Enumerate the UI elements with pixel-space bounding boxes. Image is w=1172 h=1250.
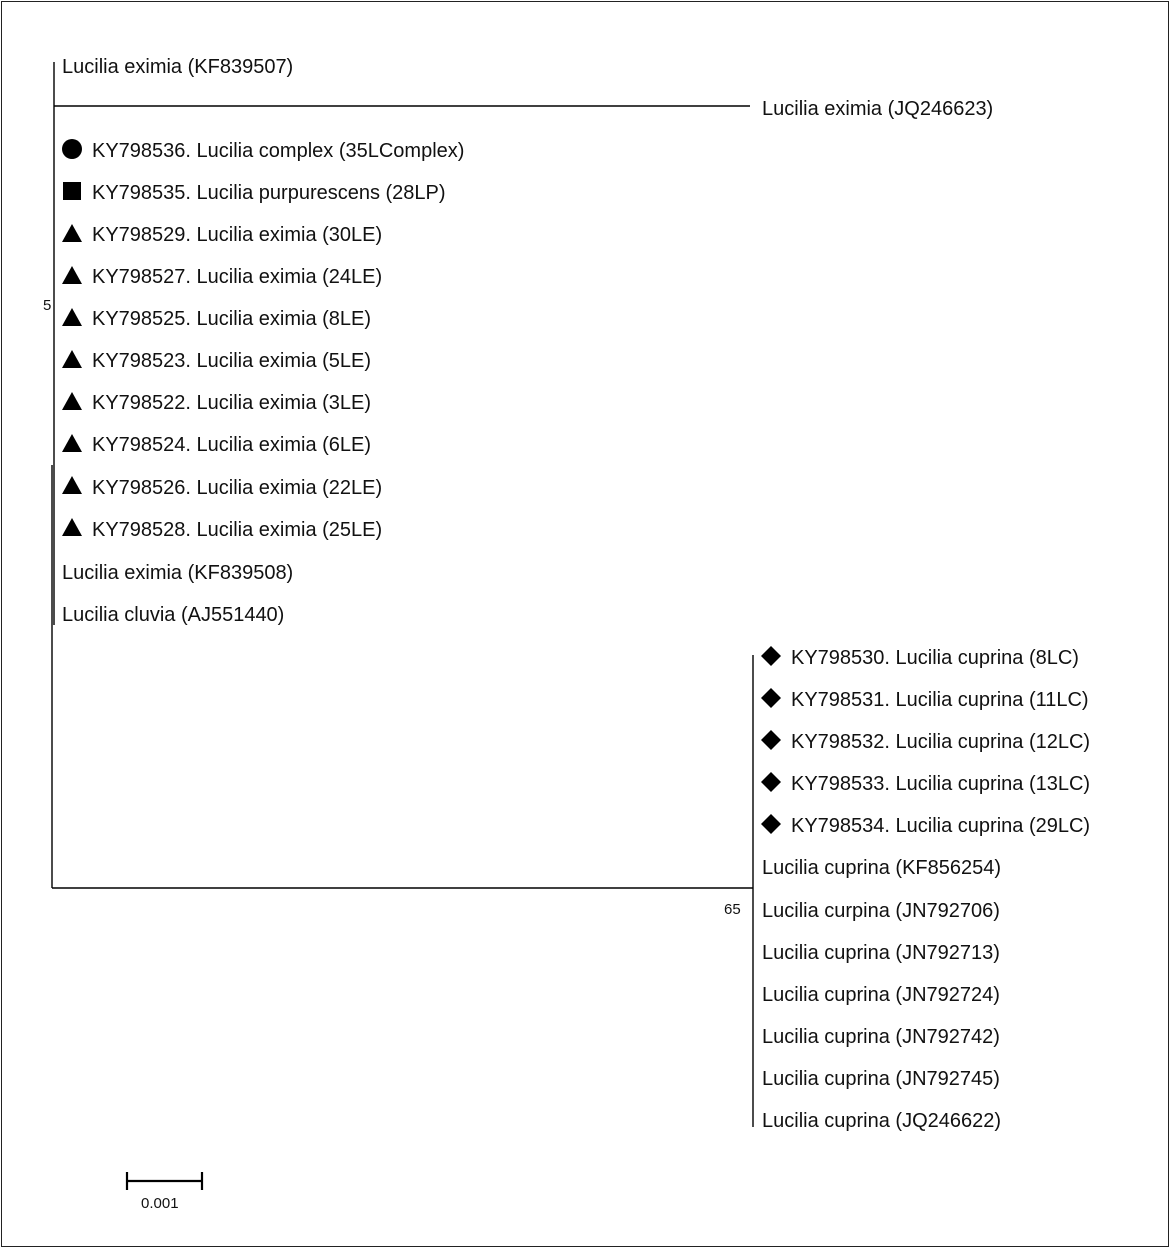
taxon-label: Lucilia cuprina (JN792745) xyxy=(762,1068,1000,1090)
taxon-label: KY798528. Lucilia eximia (25LE) xyxy=(92,519,383,541)
taxon-label: KY798527. Lucilia eximia (24LE) xyxy=(92,266,383,288)
diamond-marker-icon xyxy=(761,730,781,750)
bootstrap-eximia: 5 xyxy=(43,297,52,314)
taxon-label: KY798524. Lucilia eximia (6LE) xyxy=(92,434,372,456)
taxon-label: Lucilia curpina (JN792706) xyxy=(762,900,1000,922)
taxon-label: Lucilia cuprina (JN792724) xyxy=(762,984,1000,1006)
taxon-label: Lucilia cuprina (JN792713) xyxy=(762,942,1000,964)
taxon-label: Lucilia cuprina (KF856254) xyxy=(762,857,1002,879)
taxon-label: KY798532. Lucilia cuprina (12LC) xyxy=(791,731,1091,753)
taxon-label: Lucilia cuprina (JN792742) xyxy=(762,1026,1000,1048)
triangle-marker-icon xyxy=(62,308,82,326)
triangle-marker-icon xyxy=(62,224,82,242)
taxon-label: Lucilia cluvia (AJ551440) xyxy=(62,604,285,626)
taxon-label: Lucilia eximia (JQ246623) xyxy=(762,98,994,120)
taxon-label: KY798536. Lucilia complex (35LComplex) xyxy=(92,140,465,162)
taxon-label: KY798534. Lucilia cuprina (29LC) xyxy=(791,815,1091,837)
taxon-label: KY798530. Lucilia cuprina (8LC) xyxy=(791,647,1079,669)
diamond-marker-icon xyxy=(761,814,781,834)
triangle-marker-icon xyxy=(62,476,82,494)
taxon-label: Lucilia eximia (KF839507) xyxy=(62,56,294,78)
taxon-label: KY798529. Lucilia eximia (30LE) xyxy=(92,224,383,246)
triangle-marker-icon xyxy=(62,518,82,536)
scale-bar xyxy=(127,1172,202,1212)
bootstrap-cuprina: 65 xyxy=(724,901,741,918)
diamond-marker-icon xyxy=(761,688,781,708)
triangle-marker-icon xyxy=(62,434,82,452)
triangle-marker-icon xyxy=(62,350,82,368)
triangle-marker-icon xyxy=(62,266,82,284)
diamond-marker-icon xyxy=(761,646,781,666)
taxon-label: KY798535. Lucilia purpurescens (28LP) xyxy=(92,182,446,204)
taxon-label: KY798531. Lucilia cuprina (11LC) xyxy=(791,689,1089,711)
diamond-marker-icon xyxy=(761,772,781,792)
square-marker-icon xyxy=(63,182,81,200)
taxon-label: KY798523. Lucilia eximia (5LE) xyxy=(92,350,372,372)
triangle-marker-icon xyxy=(62,392,82,410)
taxon-label: KY798526. Lucilia eximia (22LE) xyxy=(92,477,383,499)
taxon-label: KY798522. Lucilia eximia (3LE) xyxy=(92,392,372,414)
scale-bar-label: 0.001 xyxy=(141,1195,179,1212)
taxon-label: KY798533. Lucilia cuprina (13LC) xyxy=(791,773,1091,795)
circle-marker-icon xyxy=(62,139,82,159)
taxon-label: Lucilia eximia (KF839508) xyxy=(62,562,294,584)
taxon-label: Lucilia cuprina (JQ246622) xyxy=(762,1110,1002,1132)
taxon-label: KY798525. Lucilia eximia (8LE) xyxy=(92,308,372,330)
